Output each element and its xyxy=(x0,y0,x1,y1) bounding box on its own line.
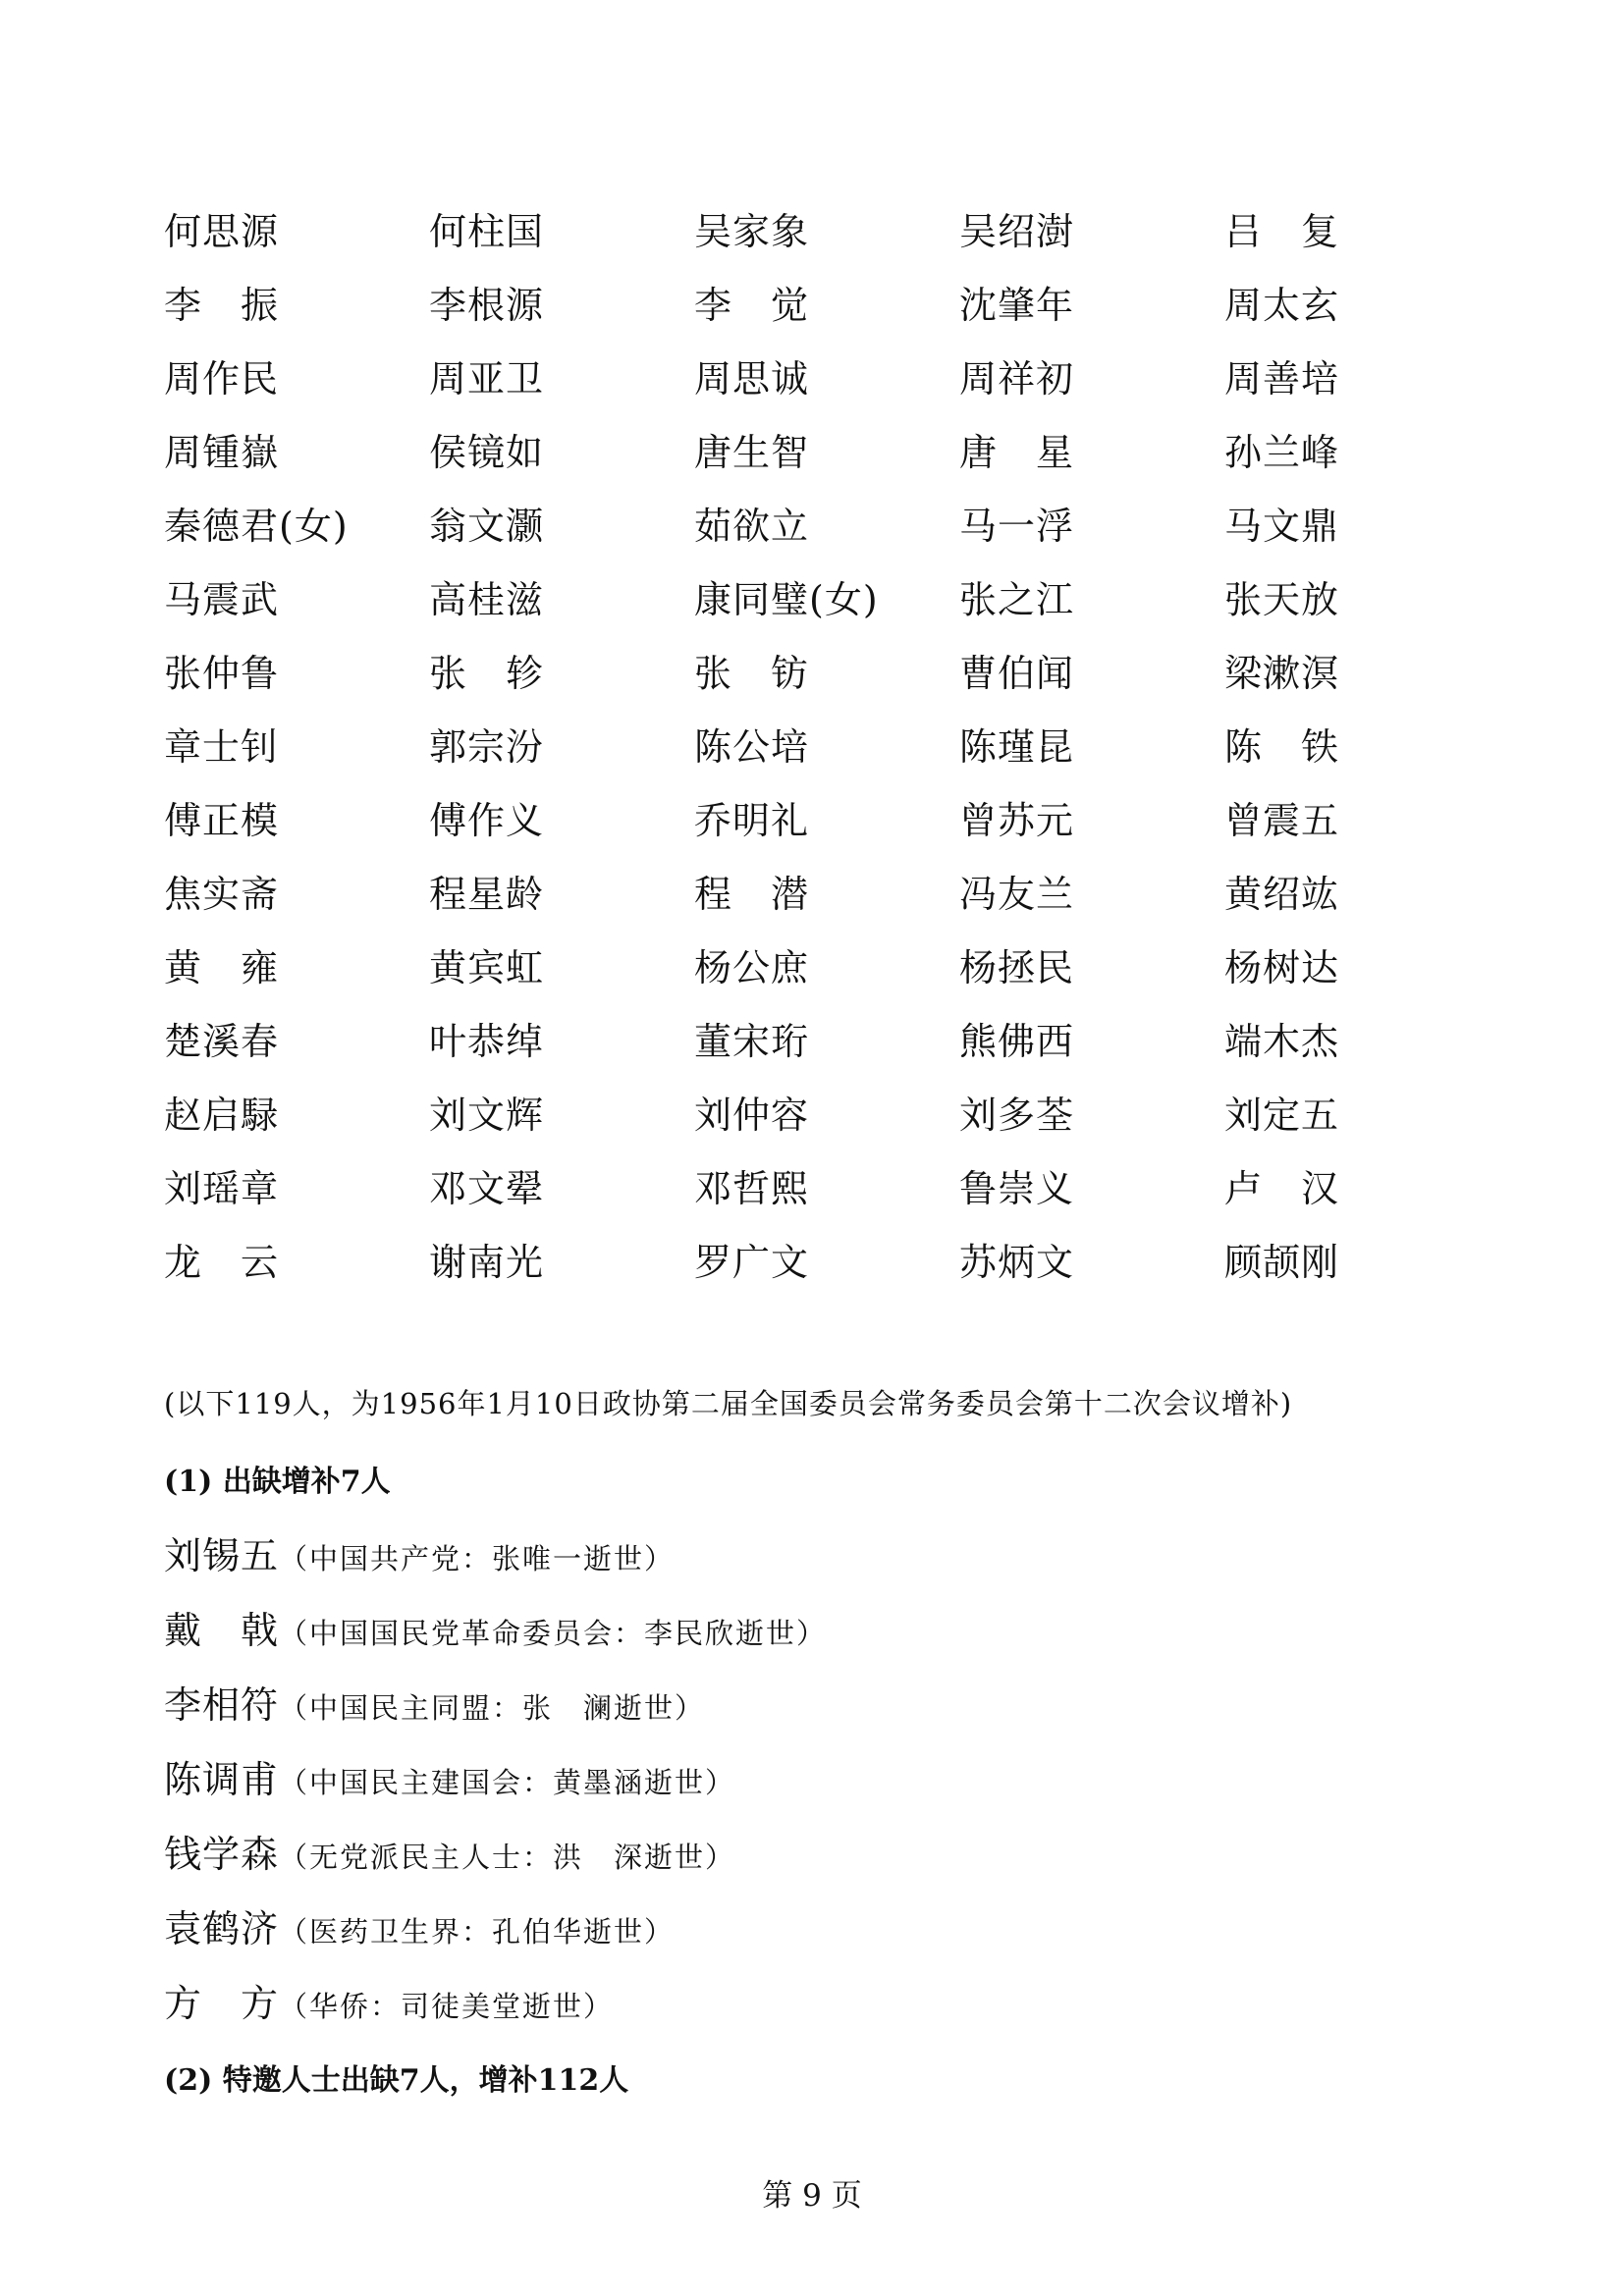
member-name: 马震武 xyxy=(164,578,280,621)
member-name: 黄 雍 xyxy=(164,946,280,989)
member-name: 罗广文 xyxy=(694,1241,810,1284)
replacement-item xyxy=(164,1827,827,1901)
replacement-name: 戴 戟 xyxy=(164,1609,280,1652)
member-name: 熊佛西 xyxy=(959,1020,1075,1063)
member-name: 黄宾虹 xyxy=(429,946,545,989)
member-name: 陈 铁 xyxy=(1224,725,1340,769)
member-name: 唐生智 xyxy=(694,431,810,474)
member-name: 孙兰峰 xyxy=(1224,431,1340,474)
replacement-name: 袁鹤济 xyxy=(164,1907,280,1950)
member-name: 鲁崇义 xyxy=(959,1167,1075,1210)
member-name: 赵启騄 xyxy=(164,1094,280,1137)
member-name: 邓文翚 xyxy=(429,1167,545,1210)
replacement-detail: （中国民主建国会：黄墨涵逝世） xyxy=(279,1766,736,1799)
member-name: 叶恭绰 xyxy=(429,1020,545,1063)
replacement-name: 刘锡五 xyxy=(164,1534,280,1577)
member-name: 杨公庶 xyxy=(694,946,810,989)
member-name: 焦实斋 xyxy=(164,873,280,916)
member-name: 杨拯民 xyxy=(959,946,1075,989)
member-name: 秦德君(女) xyxy=(164,505,349,548)
member-name: 张之江 xyxy=(959,578,1075,621)
member-name: 侯镜如 xyxy=(429,431,545,474)
replacement-detail: （医药卫生界：孔伯华逝世） xyxy=(279,1915,676,1949)
replacement-item xyxy=(164,1678,827,1752)
member-name: 刘文辉 xyxy=(429,1094,545,1137)
member-name: 刘定五 xyxy=(1224,1094,1340,1137)
member-name: 谢南光 xyxy=(429,1241,545,1284)
member-name: 张仲鲁 xyxy=(164,652,280,695)
replacement-item xyxy=(164,1528,827,1603)
member-name: 马文鼎 xyxy=(1224,505,1340,548)
section-heading-2: (2) 特邀人士出缺7人，增补112人 xyxy=(164,2063,629,2098)
replacement-detail: （华侨：司徒美堂逝世） xyxy=(279,1990,615,2023)
names-grid xyxy=(164,204,1391,1308)
member-name: 何思源 xyxy=(164,210,280,253)
member-name: 郭宗汾 xyxy=(429,725,545,769)
member-name: 马一浮 xyxy=(959,505,1075,548)
member-name: 董宋珩 xyxy=(694,1020,810,1063)
replacement-item xyxy=(164,1752,827,1827)
replacement-detail: （中国共产党：张唯一逝世） xyxy=(279,1542,676,1575)
member-name: 曾震五 xyxy=(1224,799,1340,842)
member-name: 黄绍竑 xyxy=(1224,873,1340,916)
supplement-note: (以下119人，为1956年1月10日政协第二届全国委员会常务委员会第十二次会议增补) xyxy=(164,1387,1293,1420)
member-name: 沈肇年 xyxy=(959,284,1075,327)
member-name: 陈瑾昆 xyxy=(959,725,1075,769)
member-name: 刘仲容 xyxy=(694,1094,810,1137)
member-name: 楚溪春 xyxy=(164,1020,280,1063)
replacement-name: 钱学森 xyxy=(164,1833,280,1876)
member-name: 刘多荃 xyxy=(959,1094,1075,1137)
member-name: 顾颉刚 xyxy=(1224,1241,1340,1284)
member-name: 苏炳文 xyxy=(959,1241,1075,1284)
member-name: 乔明礼 xyxy=(694,799,810,842)
member-name: 张 轸 xyxy=(429,652,545,695)
member-name: 曾苏元 xyxy=(959,799,1075,842)
page-number: 第 9 页 xyxy=(762,2178,862,2214)
replacement-list xyxy=(164,1528,827,2051)
section-heading-1: (1) 出缺增补7人 xyxy=(164,1465,391,1499)
member-name: 茹欲立 xyxy=(694,505,810,548)
replacement-item xyxy=(164,1901,827,1976)
member-name: 邓哲熙 xyxy=(694,1167,810,1210)
member-name: 唐 星 xyxy=(959,431,1075,474)
member-name: 傅正模 xyxy=(164,799,280,842)
replacement-detail: （中国民主同盟：张 澜逝世） xyxy=(279,1691,706,1725)
member-name: 杨树达 xyxy=(1224,946,1340,989)
member-name: 陈公培 xyxy=(694,725,810,769)
member-name: 龙 云 xyxy=(164,1241,280,1284)
member-name: 周太玄 xyxy=(1224,284,1340,327)
replacement-detail: （无党派民主人士：洪 深逝世） xyxy=(279,1841,736,1874)
member-name: 程 潜 xyxy=(694,873,810,916)
member-name: 吴绍澍 xyxy=(959,210,1075,253)
replacement-detail: （中国国民党革命委员会：李民欣逝世） xyxy=(279,1617,828,1650)
member-name: 吴家象 xyxy=(694,210,810,253)
replacement-name: 方 方 xyxy=(164,1982,280,2025)
replacement-name: 李相符 xyxy=(164,1683,280,1727)
member-name: 张天放 xyxy=(1224,578,1340,621)
member-name: 李 振 xyxy=(164,284,280,327)
member-name: 周善培 xyxy=(1224,357,1340,400)
member-name: 冯友兰 xyxy=(959,873,1075,916)
member-name: 刘瑶章 xyxy=(164,1167,280,1210)
member-name: 程星龄 xyxy=(429,873,545,916)
member-name: 李 觉 xyxy=(694,284,810,327)
member-name: 李根源 xyxy=(429,284,545,327)
member-name: 张 钫 xyxy=(694,652,810,695)
member-name: 曹伯闻 xyxy=(959,652,1075,695)
member-name: 周思诚 xyxy=(694,357,810,400)
member-name: 周作民 xyxy=(164,357,280,400)
member-name: 端木杰 xyxy=(1224,1020,1340,1063)
member-name: 周亚卫 xyxy=(429,357,545,400)
member-name: 高桂滋 xyxy=(429,578,545,621)
replacement-item xyxy=(164,1976,827,2051)
member-name: 周锺嶽 xyxy=(164,431,280,474)
member-name: 傅作义 xyxy=(429,799,545,842)
member-name: 何柱国 xyxy=(429,210,545,253)
member-name: 翁文灏 xyxy=(429,505,545,548)
member-name: 吕 复 xyxy=(1224,210,1340,253)
replacement-item xyxy=(164,1603,827,1678)
member-name: 康同璧(女) xyxy=(694,578,879,621)
member-name: 章士钊 xyxy=(164,725,280,769)
replacement-name: 陈调甫 xyxy=(164,1758,280,1801)
member-name: 周祥初 xyxy=(959,357,1075,400)
member-name: 梁漱溟 xyxy=(1224,652,1340,695)
member-name: 卢 汉 xyxy=(1224,1167,1340,1210)
